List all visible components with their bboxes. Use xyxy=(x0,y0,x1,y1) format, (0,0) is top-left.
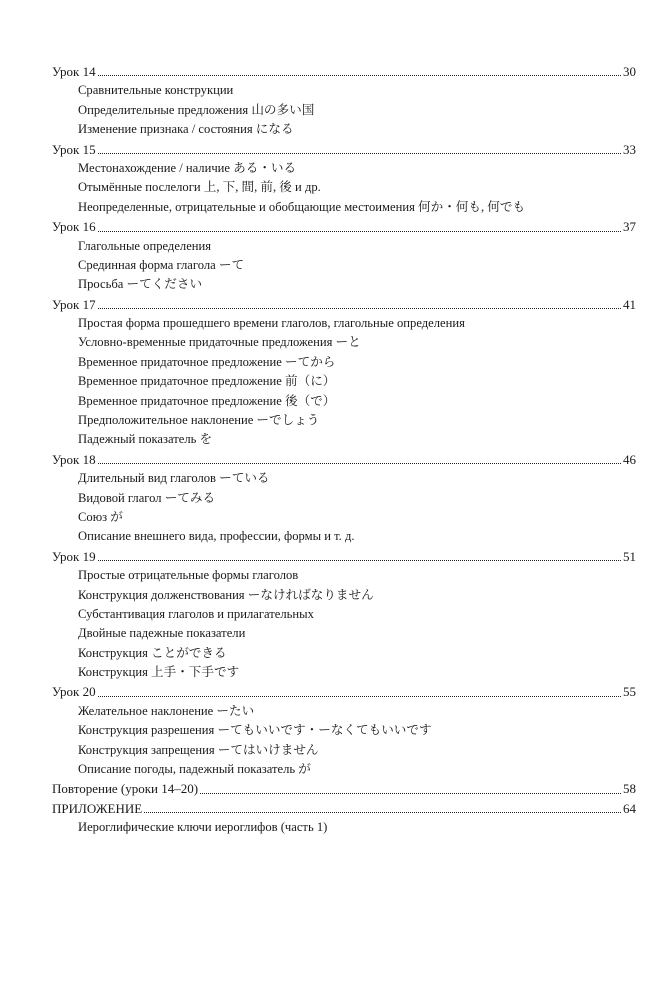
toc-page-number: 58 xyxy=(623,781,636,797)
toc-section-row xyxy=(52,450,636,469)
toc-subitem-row xyxy=(52,741,636,760)
toc-subitem-text: Временное придаточное предложение 前（に） xyxy=(78,374,336,389)
toc-subitem-row xyxy=(52,721,636,740)
toc-subitem-row xyxy=(52,314,636,333)
toc-subitem-row xyxy=(52,256,636,275)
toc-page-number: 55 xyxy=(623,684,636,700)
toc-subitem-row xyxy=(52,159,636,178)
toc-subitem-row xyxy=(52,237,636,256)
toc-subitem-text: Субстантивация глаголов и прилагательных xyxy=(78,606,314,621)
toc-subitem-row xyxy=(52,392,636,411)
toc-subitem-text: Конструкция долженствования ーなければなりません xyxy=(78,587,374,602)
toc-section-title: Урок 15 xyxy=(52,141,96,157)
toc-subitem-text: Отымённые послелоги 上, 下, 間, 前, 後 и др. xyxy=(78,180,321,195)
toc-subitem-text: Двойные падежные показатели xyxy=(78,626,246,641)
dot-leader xyxy=(98,559,621,561)
toc-subitem-text: Союз が xyxy=(78,509,123,524)
toc-page-number: 46 xyxy=(623,451,636,467)
toc-page-number: 37 xyxy=(623,219,636,235)
toc-section-row xyxy=(52,799,636,818)
dot-leader xyxy=(98,695,621,697)
toc-subitem-text: Конструкция разрешения ーてもいいです・ーなくてもいいです xyxy=(78,723,432,738)
toc-subitem-text: Простые отрицательные формы глаголов xyxy=(78,568,299,583)
toc-subitem-row xyxy=(52,566,636,585)
toc-subitem-row xyxy=(52,702,636,721)
toc-subitem-row xyxy=(52,81,636,100)
toc-subitem-row xyxy=(52,411,636,430)
toc-subitem-text: Описание внешнего вида, профессии, формы и т. д. xyxy=(78,529,355,544)
toc-subitem-row xyxy=(52,489,636,508)
dot-leader xyxy=(98,74,621,76)
toc-page-number: 33 xyxy=(623,141,636,157)
toc-subitem-text: Описание погоды, падежный показатель が xyxy=(78,762,311,777)
toc-subitem-row xyxy=(52,333,636,352)
table-of-contents xyxy=(52,62,636,838)
toc-section-title: Урок 14 xyxy=(52,63,96,79)
toc-section-title: Урок 18 xyxy=(52,451,96,467)
toc-subitem-text: Временное придаточное предложение ーてから xyxy=(78,354,336,369)
toc-subitem-text: Просьба ーてください xyxy=(78,277,203,292)
toc-subitem-row xyxy=(52,508,636,527)
toc-subitem-row xyxy=(52,760,636,779)
toc-subitem-text: Срединная форма глагола ーて xyxy=(78,257,245,272)
toc-subitem-row xyxy=(52,178,636,197)
toc-section-row xyxy=(52,217,636,236)
toc-subitem-text: Сравнительные конструкции xyxy=(78,83,234,98)
toc-section-title: Повторение (уроки 14–20) xyxy=(52,781,199,797)
toc-subitem-text: Простая форма прошедшего времени глаголов, глагольные определения xyxy=(78,316,465,331)
toc-subitem-text: Конструкция ことができる xyxy=(78,645,227,660)
toc-subitem-text: Временное придаточное предложение 後（で） xyxy=(78,393,336,408)
toc-subitem-text: Определительные предложения 山の多い国 xyxy=(78,102,315,117)
toc-subitem-text: Иероглифические ключи иероглифов (часть 1) xyxy=(78,820,328,835)
toc-subitem-text: Конструкция запрещения ーてはいけません xyxy=(78,742,319,757)
toc-subitem-row xyxy=(52,430,636,449)
toc-subitem-text: Условно-временные придаточные предложения ーと xyxy=(78,335,361,350)
toc-page-number: 51 xyxy=(623,548,636,564)
toc-subitem-row xyxy=(52,818,636,837)
toc-section-title: Урок 17 xyxy=(52,296,96,312)
toc-subitem-row xyxy=(52,586,636,605)
toc-subitem-text: Видовой глагол ーてみる xyxy=(78,490,216,505)
toc-subitem-row xyxy=(52,663,636,682)
toc-section-row xyxy=(52,295,636,314)
toc-subitem-text: Падежный показатель を xyxy=(78,432,213,447)
toc-subitem-row xyxy=(52,101,636,120)
toc-subitem-row xyxy=(52,469,636,488)
toc-subitem-row xyxy=(52,605,636,624)
toc-section-row xyxy=(52,62,636,81)
dot-leader xyxy=(98,230,621,232)
toc-section-row xyxy=(52,683,636,702)
toc-subitem-row xyxy=(52,624,636,643)
toc-subitem-text: Конструкция 上手・下手です xyxy=(78,665,240,680)
toc-section-row xyxy=(52,547,636,566)
toc-subitem-row xyxy=(52,353,636,372)
toc-subitem-row xyxy=(52,527,636,546)
toc-subitem-text: Желательное наклонение ーたい xyxy=(78,703,255,718)
toc-section-title: Урок 19 xyxy=(52,548,96,564)
toc-page-number: 64 xyxy=(623,800,636,816)
toc-subitem-row xyxy=(52,372,636,391)
toc-section-title: Урок 16 xyxy=(52,219,96,235)
toc-subitem-row xyxy=(52,275,636,294)
toc-subitem-text: Изменение признака / состояния になる xyxy=(78,122,294,137)
toc-subitem-text: Длительный вид глаголов ーている xyxy=(78,471,270,486)
toc-section-title: Урок 20 xyxy=(52,684,96,700)
toc-section-title: ПРИЛОЖЕНИЕ xyxy=(52,800,143,816)
toc-subitem-text: Неопределенные, отрицательные и обобщающие местоимения 何か・何も, 何でも xyxy=(78,199,526,214)
toc-subitem-text: Предположительное наклонение ーでしょう xyxy=(78,413,320,428)
toc-section-row xyxy=(52,140,636,159)
dot-leader xyxy=(200,792,621,794)
toc-subitem-text: Местонахождение / наличие ある・いる xyxy=(78,160,297,175)
toc-subitem-row xyxy=(52,644,636,663)
dot-leader xyxy=(98,462,621,464)
toc-page-number: 30 xyxy=(623,63,636,79)
dot-leader xyxy=(144,811,621,813)
toc-subitem-row xyxy=(52,120,636,139)
dot-leader xyxy=(98,152,621,154)
toc-page-number: 41 xyxy=(623,296,636,312)
dot-leader xyxy=(98,307,621,309)
toc-section-row xyxy=(52,779,636,798)
toc-subitem-text: Глагольные определения xyxy=(78,238,212,253)
toc-subitem-row xyxy=(52,198,636,217)
